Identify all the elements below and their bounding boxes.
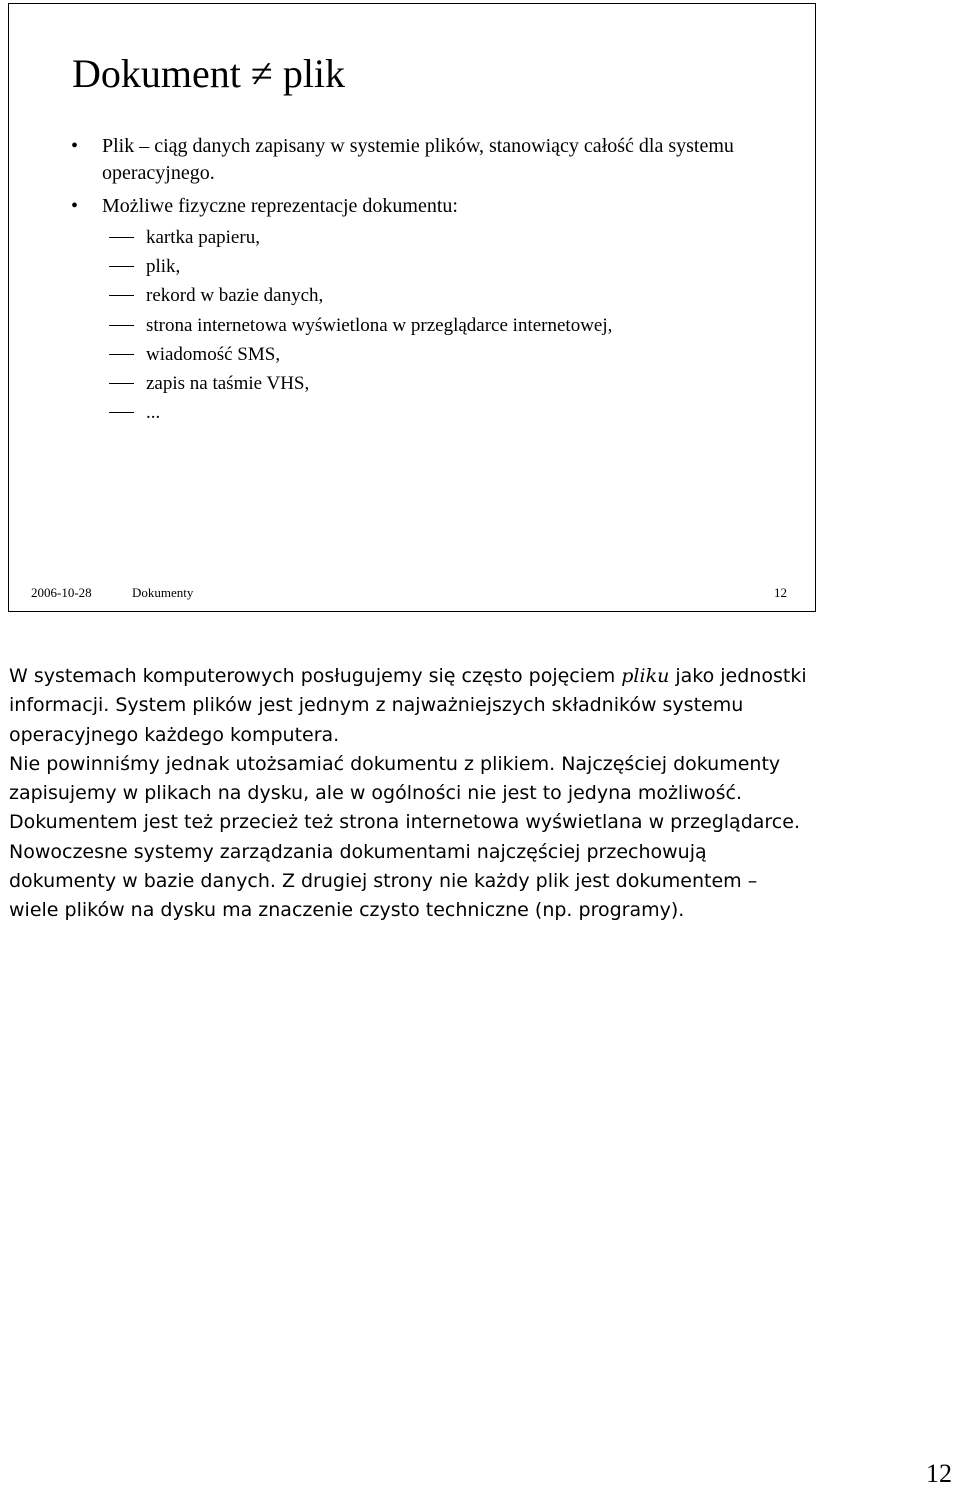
speaker-notes <box>9 662 809 926</box>
slide-frame <box>8 3 816 612</box>
sub-item-text: ... <box>146 402 161 423</box>
slide-title: Dokument ≠ plik <box>72 51 346 96</box>
dash-marker <box>109 383 134 384</box>
footer-slide-number: 12 <box>774 585 787 600</box>
bullet-text: Plik – ciąg danych zapisany w systemie plików, stanowiący całość dla systemu operacyjnego. <box>102 135 734 184</box>
notes-text: jako jednostki informacji. System plików jest jednym z najważniejszych składników systemu operacyjnego każdego komputera. <box>9 665 807 746</box>
notes-emphasis: pliku <box>621 665 670 687</box>
sub-item-text: zapis na taśmie VHS, <box>146 373 310 394</box>
notes-paragraph: Nie powinniśmy jednak utożsamiać dokumentu z plikiem. Najczęściej dokumenty zapisujemy w plikach na dysku, ale w ogólności nie jest to jedyna możliwość. Dokumentem jest też przecież też strona internetowa wyświetlana w przeglądarce. Nowoczesne systemy zarządzania dokumentami najczęściej przechowują dokumenty w bazie danych. Z drugiej strony nie każdy plik jest dokumentem – wiele plików na dysku ma znaczenie czysto techniczne (np. programy). <box>9 752 800 922</box>
dash-marker <box>109 237 134 238</box>
sub-item-text: kartka papieru, <box>146 227 260 248</box>
sub-item-text: plik, <box>146 256 181 277</box>
dash-marker <box>109 412 134 413</box>
notes-text: W systemach komputerowych posługujemy się często pojęciem <box>9 665 622 687</box>
dash-marker <box>109 266 134 267</box>
bullet-marker: • <box>71 195 79 217</box>
bullet-text: Możliwe fizyczne reprezentacje dokumentu: <box>102 195 458 217</box>
dash-marker <box>109 295 134 296</box>
footer-date: 2006-10-28 <box>31 585 92 600</box>
dash-marker <box>109 354 134 355</box>
dash-marker <box>109 325 134 326</box>
page-number: 12 <box>926 1459 952 1488</box>
bullet-marker: • <box>71 135 79 157</box>
notes-paragraph <box>9 662 809 750</box>
sub-item-text: wiadomość SMS, <box>146 344 281 365</box>
footer-topic: Dokumenty <box>132 585 194 600</box>
sub-item-text: rekord w bazie danych, <box>146 285 324 306</box>
sub-item-text: strona internetowa wyświetlona w przeglądarce internetowej, <box>146 315 613 336</box>
